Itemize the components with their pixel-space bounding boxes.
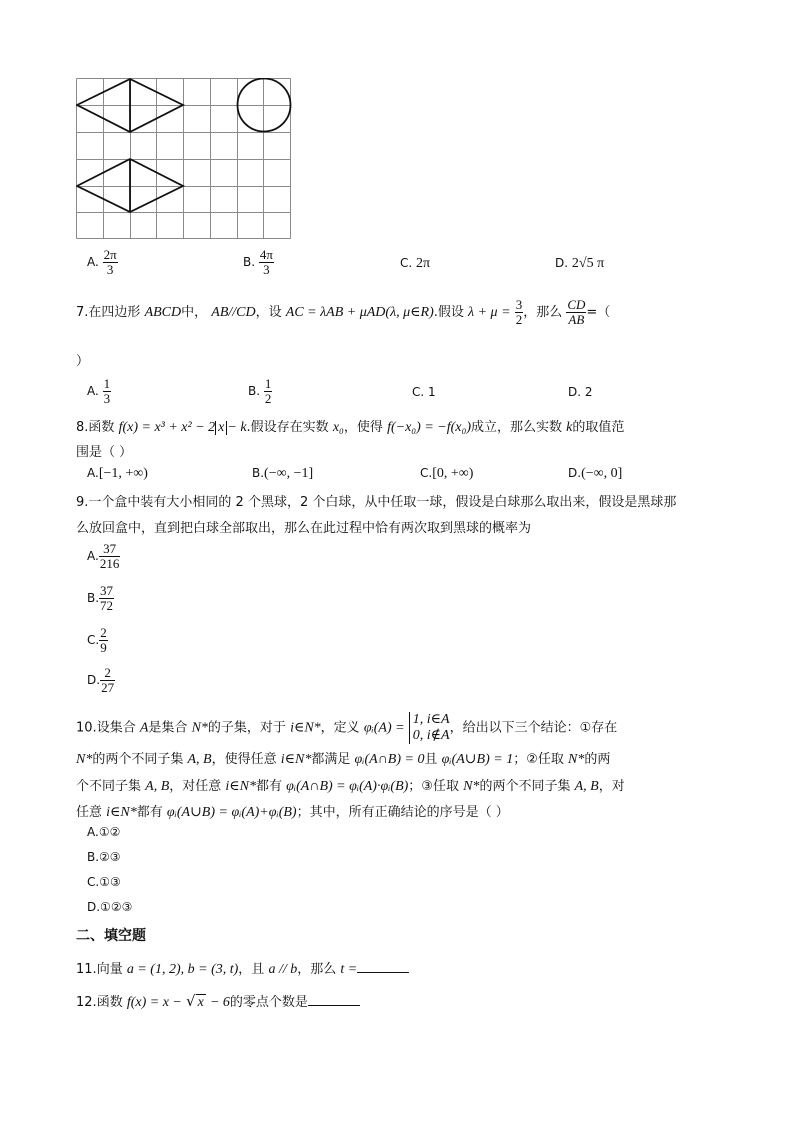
math-i-in-nstar: i∈N* xyxy=(225,779,257,794)
q10-option-d[interactable]: D.①②③ xyxy=(87,900,133,914)
fraction-numerator: 2π xyxy=(103,247,117,262)
stem-text: 都满足 xyxy=(311,752,351,767)
q10-stem-line3 xyxy=(76,775,625,795)
ratio-numerator: CD xyxy=(567,297,586,312)
stem-text: ，对 xyxy=(598,779,625,794)
fraction-numerator: 1 xyxy=(264,376,272,391)
q9-option-d[interactable] xyxy=(87,666,115,695)
option-label: A. xyxy=(87,255,99,269)
math-parallel: a // b xyxy=(268,962,298,977)
stem-text: ；②任取 xyxy=(513,752,564,767)
fraction-denominator: 3 xyxy=(263,262,270,277)
math-odd-condition: f(−x₀) = −f(x₀) xyxy=(387,420,472,435)
option-value: 2√5 π xyxy=(571,256,605,271)
q8-option-a[interactable] xyxy=(87,466,148,482)
stem-text: ，那么 xyxy=(523,305,563,320)
math-intersection-zero: φᵢ(A∩B) = 0 xyxy=(354,752,425,767)
q10-stem-line1 xyxy=(76,712,617,744)
q7-option-c[interactable] xyxy=(412,385,436,399)
q9-stem-line2: 么放回盒中，直到把白球全部取出，那么在此过程中恰有两次取到黑球的概率为 xyxy=(76,521,532,536)
stem-text: ，对任意 xyxy=(169,779,222,794)
answer-paren: ） xyxy=(76,354,90,369)
q6-option-d[interactable] xyxy=(555,256,604,272)
math-vectors: a = (1, 2), b = (3, t) xyxy=(126,962,239,977)
question-number: 7. xyxy=(76,305,89,320)
option-value: 2 xyxy=(584,385,593,399)
math-function-tail: − k xyxy=(227,420,247,435)
stem-text: 成立，那么实数 xyxy=(471,420,563,435)
math-parallel: AB//CD xyxy=(211,305,256,320)
option-label: D. xyxy=(555,256,569,270)
sqrt-sign-icon: √ xyxy=(186,992,196,1010)
q11-stem xyxy=(76,958,409,978)
q10-stem-line4 xyxy=(76,801,509,821)
answer-blank[interactable] xyxy=(357,960,409,973)
q7-option-d[interactable] xyxy=(568,385,593,399)
q9-stem-line1: 9.一个盒中装有大小相同的 2 个黑球，2 个白球，从中任取一球，假设是白球那么取出来，假设是黑球那 xyxy=(76,495,677,510)
math-nstar: N* xyxy=(463,779,480,794)
stem-text: =（ xyxy=(586,305,611,320)
fraction-denominator: 3 xyxy=(106,262,114,277)
stem-text: 是集合 xyxy=(148,720,188,736)
q6-option-b[interactable] xyxy=(243,248,274,277)
stem-text: 函数 xyxy=(88,420,115,435)
stem-text: 的两个不同子集 xyxy=(479,779,571,794)
option-label: C. xyxy=(87,633,100,647)
q10-option-c[interactable]: C.①③ xyxy=(87,875,121,889)
section-title-fill-in: 二、填空题 xyxy=(76,928,146,944)
math-condition: λ + μ = xyxy=(468,305,511,320)
option-label: B. xyxy=(248,384,261,398)
stem-text: ，那么 xyxy=(297,962,337,977)
option-value: [−1, +∞) xyxy=(98,466,148,481)
stem-text: 的两 xyxy=(584,752,611,767)
option-label: D. xyxy=(568,385,582,399)
option-label: C. xyxy=(412,385,425,399)
option-label: B. xyxy=(243,255,256,269)
math-x0: x₀ xyxy=(332,420,344,435)
option-label: B. xyxy=(87,591,100,605)
stem-text: 设集合 xyxy=(96,720,136,736)
stem-text: ，且 xyxy=(238,962,265,977)
option-value: 1 xyxy=(428,385,436,399)
side-view-rhombus xyxy=(77,159,183,212)
math-function: f(x) = x − xyxy=(126,995,182,1010)
option-label: A. xyxy=(87,466,99,480)
question-number: 11. xyxy=(76,962,97,977)
stem-text: ，设 xyxy=(255,305,282,320)
q10-option-a[interactable]: A.①② xyxy=(87,825,121,839)
fraction-denominator: 216 xyxy=(99,556,120,571)
q12-stem xyxy=(76,991,360,1011)
stem-text: 的取值范 xyxy=(572,420,625,435)
q8-stem xyxy=(76,416,624,436)
fraction-denominator: 2 xyxy=(515,312,523,327)
math-abs-x: x xyxy=(215,421,227,435)
stem-text: 函数 xyxy=(96,995,123,1010)
fraction-denominator: 2 xyxy=(264,391,272,406)
math-function-tail: − 6 xyxy=(209,995,230,1010)
option-label: B. xyxy=(252,466,265,480)
option-value: (−∞, 0] xyxy=(581,466,623,481)
stem-text: ；③任取 xyxy=(408,779,459,794)
piecewise-cases xyxy=(409,712,450,744)
piecewise-case-2: 0, i∉A xyxy=(412,728,450,743)
q6-option-a[interactable] xyxy=(87,248,118,277)
q8-stem-line2: 围是（ ） xyxy=(76,445,133,460)
grid-lines xyxy=(77,79,291,239)
q8-option-b[interactable] xyxy=(252,466,313,482)
math-quad: ABCD xyxy=(144,305,182,320)
q9-option-a[interactable] xyxy=(87,542,120,571)
option-label: C. xyxy=(420,466,433,480)
q8-option-d[interactable] xyxy=(568,466,622,482)
piecewise-case-1: 1, i∈A xyxy=(412,712,450,727)
math-t-equals: t = xyxy=(340,962,358,977)
stem-text: .假设存在实数 xyxy=(246,420,329,435)
math-k: k xyxy=(566,420,573,435)
stem-text: .假设 xyxy=(433,305,464,320)
math-function: f(x) = x³ + x² − 2 xyxy=(118,420,216,435)
fraction-denominator: 3 xyxy=(103,391,111,406)
stem-text: ，使得任意 xyxy=(211,752,277,767)
stem-text: 的零点个数是 xyxy=(229,995,308,1010)
stem-text: ，定义 xyxy=(320,720,360,736)
q7-option-a[interactable] xyxy=(87,377,111,406)
stem-text: 个不同子集 xyxy=(76,779,142,794)
math-nstar: N* xyxy=(568,752,585,767)
option-label: A. xyxy=(87,384,99,398)
math-union-one: φᵢ(A∪B) = 1 xyxy=(441,752,514,767)
q6-three-view-figure xyxy=(76,78,292,240)
fraction-numerator: 37 xyxy=(99,542,121,557)
math-union-sum: φᵢ(A∪B) = φᵢ(A)+φᵢ(B) xyxy=(166,805,297,820)
stem-text: 且 xyxy=(424,752,438,767)
math-nstar: N* xyxy=(76,752,93,767)
question-number: 10. xyxy=(76,720,97,736)
stem-text: 在四边形 xyxy=(88,305,141,320)
q10-stem-line2 xyxy=(76,748,610,768)
option-label: A. xyxy=(87,549,99,563)
math-sets-ab: A, B xyxy=(187,752,212,767)
option-value: 2π xyxy=(416,256,431,271)
question-number: 8. xyxy=(76,420,89,435)
option-label: D. xyxy=(568,466,582,480)
option-label: D. xyxy=(87,673,101,687)
q9-option-b[interactable] xyxy=(87,584,114,613)
math-i-in-nstar: i∈N* xyxy=(290,720,321,736)
stem-text: 的子集，对于 xyxy=(207,720,286,736)
fraction-numerator: 2 xyxy=(100,666,115,681)
stem-text: ；其中，所有正确结论的序号是（ ） xyxy=(296,805,509,820)
option-label: C. xyxy=(400,256,413,270)
math-vector-expression: AC = λAB + μAD(λ, μ∈R) xyxy=(285,305,434,320)
math-nstar: N* xyxy=(191,720,208,736)
stem-text: 都有 xyxy=(136,805,163,820)
fraction-numerator: 37 xyxy=(100,583,114,598)
stem-text: 的两个不同子集 xyxy=(92,752,184,767)
option-value: (−∞, −1] xyxy=(264,466,314,481)
fraction-denominator: 27 xyxy=(101,680,115,695)
stem-text: 都有 xyxy=(256,779,283,794)
q7-stem xyxy=(76,298,610,327)
fraction-denominator: 72 xyxy=(100,598,114,613)
q7-option-b[interactable] xyxy=(248,377,272,406)
q8-option-c[interactable] xyxy=(420,466,473,482)
fraction-numerator: 2 xyxy=(100,625,107,640)
question-number: 12. xyxy=(76,995,97,1010)
stem-text: 向量 xyxy=(96,962,123,977)
stem-text: ，使得 xyxy=(343,420,383,435)
math-sqrt-radicand: x xyxy=(197,995,204,1010)
math-phi-definition: φᵢ(A) = xyxy=(363,720,405,736)
answer-blank[interactable] xyxy=(308,993,360,1006)
math-sets-ab: A, B xyxy=(145,779,170,794)
math-sets-ab: A, B xyxy=(574,779,599,794)
q10-option-b[interactable]: B.②③ xyxy=(87,850,121,864)
math-i-in-nstar: i∈N* xyxy=(106,805,137,820)
fraction-numerator: 3 xyxy=(515,297,523,312)
q6-option-c[interactable] xyxy=(400,256,430,272)
fraction-numerator: 4π xyxy=(259,247,273,262)
stem-text: 中， xyxy=(181,305,208,320)
fraction-denominator: 9 xyxy=(100,640,107,655)
fraction-numerator: 1 xyxy=(103,376,111,391)
math-intersection-product: φᵢ(A∩B) = φᵢ(A)·φᵢ(B) xyxy=(286,779,409,794)
math-i-in-nstar: i∈N* xyxy=(280,752,312,767)
math-set-a: A xyxy=(139,720,149,736)
ratio-denominator: AB xyxy=(568,312,585,327)
q9-option-c[interactable] xyxy=(87,626,108,655)
option-value: [0, +∞) xyxy=(432,466,474,481)
stem-text: ，给出以下三个结论：①存在 xyxy=(449,720,618,736)
stem-text: 任意 xyxy=(76,805,103,820)
